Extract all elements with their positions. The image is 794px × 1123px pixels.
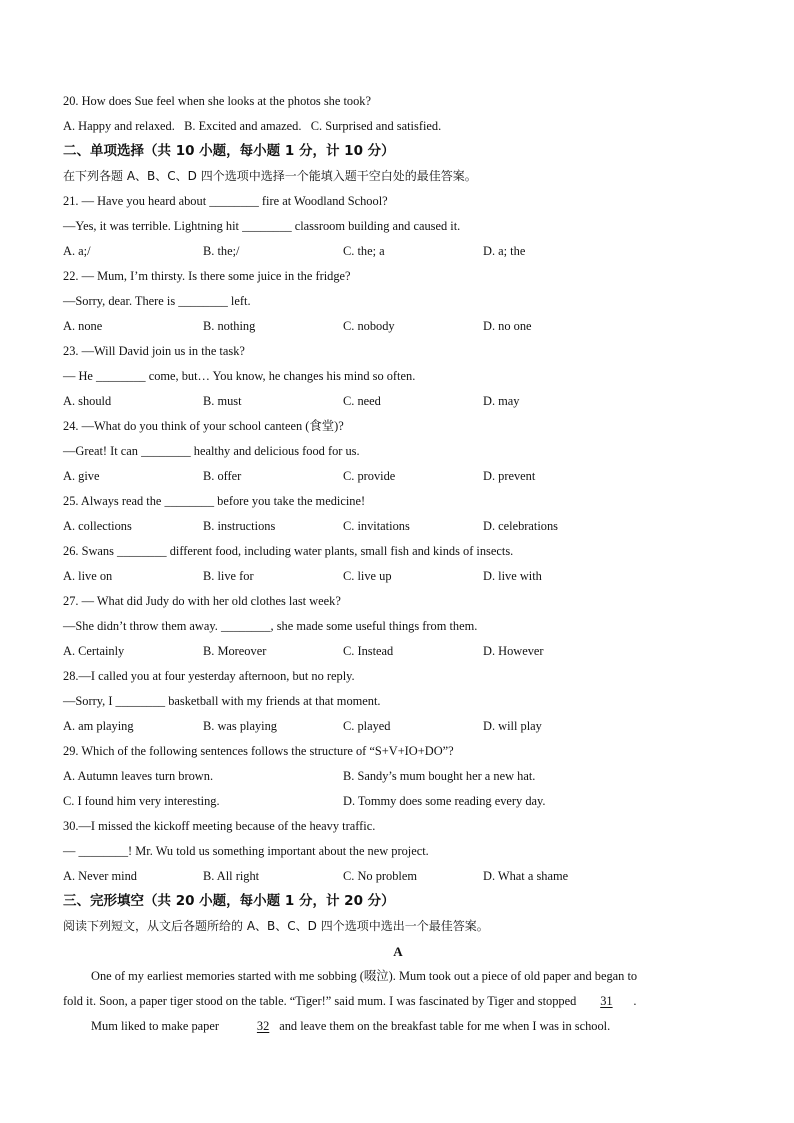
option-b: B. Sandy’s mum bought her a new hat. [343,769,536,783]
option-d: D. live with [483,569,542,583]
section-2-title: 二、单项选择（共 10 小题，每小题 1 分，计 10 分） [63,143,395,159]
option-a: A. Happy and relaxed. [63,119,175,133]
option-a: A. Never mind [63,869,137,883]
option-b: B. live for [203,569,254,583]
passage-text: . [633,994,637,1008]
option-a: A. am playing [63,719,134,733]
question-30-options [63,864,733,889]
question-29-line1: 29. Which of the following sentences follows the structure of “S+V+IO+DO”? [63,744,454,758]
question-25-line1: 25. Always read the ________ before you take the medicine! [63,494,366,508]
option-b: B. Moreover [203,644,267,658]
question-24-options [63,464,733,489]
option-b: B. nothing [203,319,256,333]
passage-text: Mum liked to make paper [91,1019,223,1033]
exam-page [63,89,733,1039]
option-c: C. I found him very interesting. [63,794,220,808]
option-a: A. none [63,319,103,333]
option-a: A. Certainly [63,644,125,658]
question-21-line1: 21. — Have you heard about ________ fire at Woodland School? [63,194,388,208]
question-24-line2: —Great! It can ________ healthy and delicious food for us. [63,444,360,458]
option-d: D. no one [483,319,532,333]
option-c: C. live up [343,569,392,583]
option-a: A. give [63,469,100,483]
option-c: C. the; a [343,244,385,258]
option-d: D. a; the [483,244,526,258]
option-c: C. Surprised and satisfied. [310,119,442,133]
option-c: C. need [343,394,381,408]
option-b: B. was playing [203,719,277,733]
question-20-stem: 20. How does Sue feel when she looks at the photos she took? [63,94,371,108]
question-26-line1: 26. Swans ________ different food, including water plants, small fish and kinds of insects. [63,544,514,558]
question-21-line2: —Yes, it was terrible. Lightning hit ________ classroom building and caused it. [63,219,461,233]
option-c: C. played [343,719,391,733]
option-b: B. instructions [203,519,276,533]
option-d: D. will play [483,719,542,733]
option-a: A. a;/ [63,244,91,258]
question-28-line1: 28.—I called you at four yesterday afternoon, but no reply. [63,669,355,683]
question-21-options [63,239,733,264]
question-22-line1: 22. — Mum, I’m thirsty. Is there some juice in the fridge? [63,269,351,283]
passage-label: A [393,944,403,959]
question-30-line1: 30.—I missed the kickoff meeting because of the heavy traffic. [63,819,376,833]
question-26-options [63,564,733,589]
option-a: A. should [63,394,112,408]
option-d: D. may [483,394,520,408]
option-a: A. collections [63,519,132,533]
passage-paragraph-1-line-1: One of my earliest memories started with me sobbing (啜泣). Mum took out a piece of old paper and began to [91,969,638,983]
section-2-instruction: 在下列各题 A、B、C、D 四个选项中选择一个能填入题干空白处的最佳答案。 [63,169,477,183]
option-c: C. nobody [343,319,395,333]
question-27-line1: 27. — What did Judy do with her old clothes last week? [63,594,341,608]
option-d: D. prevent [483,469,536,483]
option-a: A. live on [63,569,113,583]
question-29-options-ab [63,764,733,789]
question-28-options [63,714,733,739]
option-c: C. No problem [343,869,417,883]
option-d: D. What a shame [483,869,569,883]
passage-text: fold it. Soon, a paper tiger stood on the table. “Tiger!” said mum. I was fascinated by Tiger and stopped [63,994,580,1008]
passage-text: and leave them on the breakfast table for me when I was in school. [276,1019,611,1033]
question-22-options [63,314,733,339]
question-30-line2: — ________! Mr. Wu told us something important about the new project. [63,844,429,858]
option-d: D. However [483,644,544,658]
option-d: D. Tommy does some reading every day. [343,794,546,808]
question-28-line2: —Sorry, I ________ basketball with my friends at that moment. [63,694,381,708]
section-3-title: 三、完形填空（共 20 小题，每小题 1 分，计 20 分） [63,893,395,909]
option-b: B. must [203,394,242,408]
question-22-line2: —Sorry, dear. There is ________ left. [63,294,251,308]
option-a: A. Autumn leaves turn brown. [63,769,214,783]
option-b: B. offer [203,469,242,483]
option-b: B. Excited and amazed. [184,119,302,133]
option-b: B. All right [203,869,260,883]
option-c: C. invitations [343,519,410,533]
question-20-options [63,114,733,139]
question-29-options-cd [63,789,733,814]
question-23-options [63,389,733,414]
question-25-options [63,514,733,539]
question-27-line2: —She didn’t throw them away. ________, she made some useful things from them. [63,619,478,633]
option-c: C. provide [343,469,396,483]
passage-paragraph-1-line-2 [63,989,733,1014]
question-23-line1: 23. —Will David join us in the task? [63,344,245,358]
question-24-line1: 24. —What do you think of your school canteen (食堂)? [63,419,344,433]
section-3-instruction: 阅读下列短文，从文后各题所给的 A、B、C、D 四个选项中选出一个最佳答案。 [63,919,489,933]
blank-32: 32 [256,1019,270,1033]
question-23-line2: — He ________ come, but… You know, he changes his mind so often. [63,369,416,383]
question-27-options [63,639,733,664]
option-d: D. celebrations [483,519,559,533]
passage-paragraph-2 [63,1014,733,1039]
blank-31: 31 [600,994,613,1008]
option-b: B. the;/ [203,244,240,258]
option-c: C. Instead [343,644,394,658]
